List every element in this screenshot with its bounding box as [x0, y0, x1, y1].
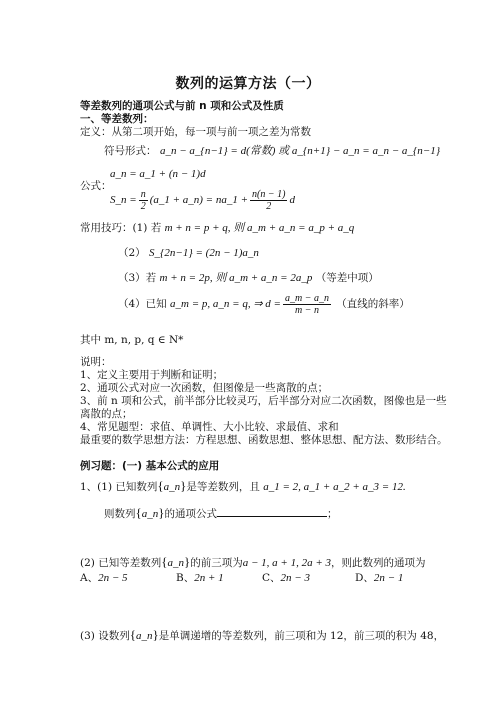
tip-4-expr: a_m = p, a_n = q, ⇒ d =	[170, 298, 281, 310]
q1-text-b: 是等差数列，且	[186, 481, 260, 493]
sum-frac-1	[139, 189, 148, 212]
tip-1-expr: m + n = p + q, 则 a_m + a_n = a_p + a_q	[164, 222, 355, 234]
answer-blank[interactable]	[217, 506, 327, 517]
option-value: 2n − 1	[373, 572, 404, 584]
note-line: 最重要的数学思想方法：方程思想、函数思想、整体思想、配方法、数形结合。	[80, 434, 448, 446]
option-label: A、	[80, 572, 99, 584]
q2-seq: {a_n}	[161, 554, 191, 569]
definition: 定义：从第二项开始，每一项与前一项之差为常数	[80, 126, 311, 138]
q1-seq: {a_n}	[157, 478, 187, 493]
q3-text-b: 是单调递增的等差数列，前三项和为 12，前三项的积为 48，	[158, 630, 445, 642]
tip-3-label: （3）若	[118, 272, 157, 284]
tip-1	[80, 222, 354, 235]
note-line: 4、常见题型：求值、单调性、大小比较、求最值、求和	[80, 421, 339, 433]
domain-note: 其中 m, n, p, q ∈ N*	[80, 334, 184, 346]
note-line: 3、前 n 项和公式，前半部分比较灵巧，后半部分对应二次函数，图像也是一些	[80, 395, 447, 407]
q1-line2-a: 则数列	[104, 508, 136, 520]
tip-4-note: （直线的斜率）	[336, 298, 410, 310]
sum-frac-2	[250, 189, 287, 212]
option-label: D、	[355, 572, 374, 584]
note-line: 离散的点；	[80, 408, 133, 420]
question-1-line-2	[104, 506, 338, 521]
q2-text-b: 的前三项为	[190, 557, 243, 569]
symbol-form-label: 符号形式：	[104, 145, 157, 157]
tip-4-frac	[283, 293, 331, 316]
option-a[interactable]	[80, 572, 128, 585]
q2-terms: a − 1, a + 1, 2a + 3	[242, 557, 331, 569]
notes-label: 说明：	[80, 356, 112, 368]
q3-text-a: (3) 设数列	[80, 630, 130, 642]
sum-frac-1-num: n	[140, 188, 146, 200]
page-title: 数列的运算方法（一）	[175, 76, 321, 92]
option-d[interactable]	[355, 572, 403, 585]
tip-2-expr: S_{2n−1} = (2n − 1)a_n	[149, 247, 259, 259]
option-label: B、	[176, 572, 195, 584]
option-label: C、	[262, 572, 281, 584]
tip-3-expr: m + n = 2p, 则 a_m + a_n = 2a_p	[159, 272, 313, 284]
sum-frac-2-den: 2	[266, 200, 272, 212]
question-3	[80, 628, 444, 643]
tip-3-note: （等差中项）	[315, 272, 379, 284]
q3-seq: {a_n}	[129, 627, 159, 642]
sum-frac-1-den: 2	[140, 200, 146, 212]
q1-condition: a_1 = 2, a_1 + a_2 + a_3 = 12.	[263, 481, 406, 493]
q1-line2-end: ；	[327, 508, 338, 520]
tip-4-num: a_m − a_n	[284, 292, 329, 304]
question-1-line-1	[80, 479, 406, 494]
symbol-form-expr: a_n − a_{n−1} = d(常数) 或 a_{n+1} − a_n = a_n − a_{n−1}	[160, 145, 441, 157]
subtitle: 等差数列的通项公式与前 n 项和公式及性质	[80, 100, 284, 112]
tip-2-label: （2）	[118, 247, 146, 259]
sum-left: S_n =	[110, 194, 137, 206]
sum-frac-2-num: n(n − 1)	[252, 188, 286, 200]
tip-3	[118, 272, 379, 285]
formula-sum	[110, 188, 295, 212]
option-b[interactable]	[176, 572, 224, 585]
question-2	[80, 555, 426, 570]
tip-4-den: m − n	[294, 304, 319, 316]
option-value: 2n − 3	[280, 572, 310, 584]
q2-text-a: (2) 已知等差数列	[80, 557, 162, 569]
section-heading: 一、等差数列：	[80, 113, 154, 125]
note-line: 1、定义主要用于判断和证明；	[80, 369, 224, 381]
tip-4-label: （4）已知	[118, 298, 167, 310]
tip-1-label: 常用技巧：(1) 若	[80, 222, 162, 234]
option-value: 2n + 1	[194, 572, 224, 584]
q1-seq-2: {a_n}	[135, 505, 165, 520]
tip-2	[118, 247, 259, 260]
formula-label: 公式：	[80, 180, 112, 192]
examples-title: 例习题：(一) 基本公式的应用	[80, 460, 220, 472]
q2-text-c: ，则此数列的通项为	[331, 557, 426, 569]
note-line: 2、通项公式对应一次函数，但图像是一些离散的点；	[80, 382, 329, 394]
option-value: 2n − 5	[98, 572, 128, 584]
q1-text-a: 1、(1) 已知数列	[80, 481, 158, 493]
tip-4	[118, 292, 410, 316]
formula-general-term: a_n = a_1 + (n − 1)d	[110, 168, 206, 180]
sum-right: d	[289, 194, 295, 206]
option-c[interactable]	[262, 572, 310, 585]
sum-mid: (a_1 + a_n) = na_1 +	[149, 194, 249, 206]
q1-line2-b: 的通项公式	[164, 508, 217, 520]
